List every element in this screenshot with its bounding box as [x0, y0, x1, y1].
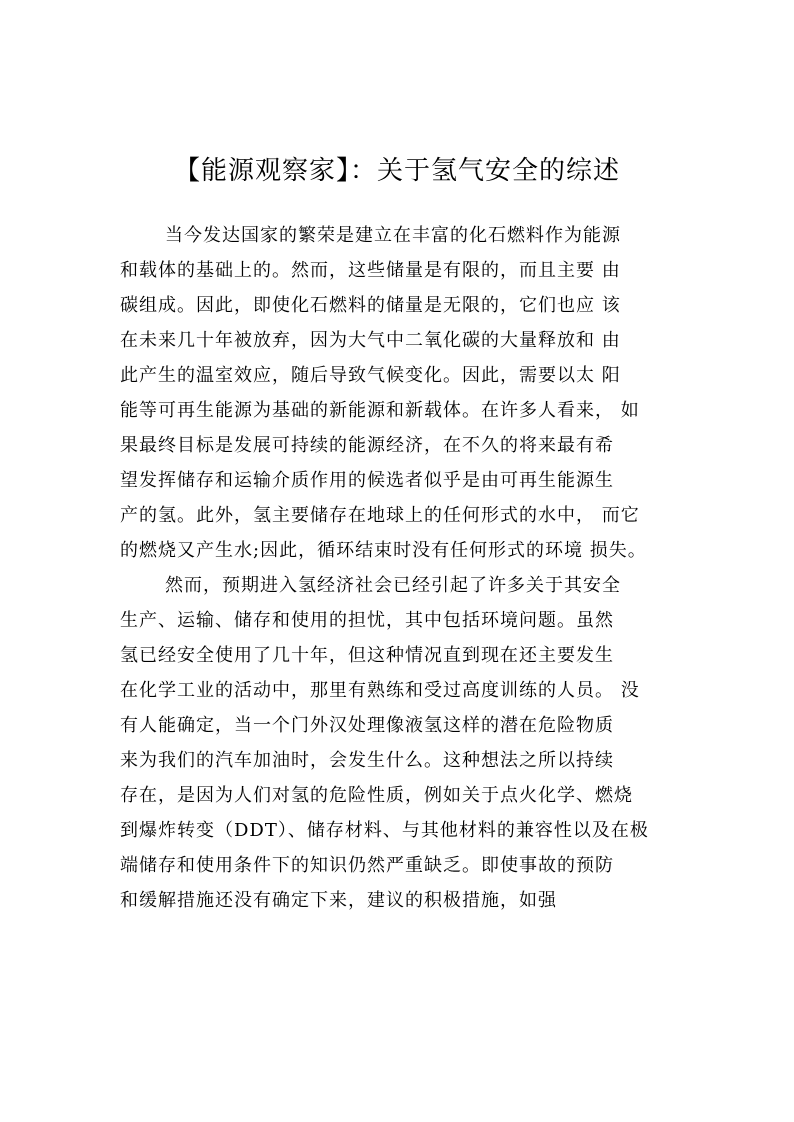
- paragraph-line: 果最终目标是发展可持续的能源经济，在不久的将来最有希: [120, 435, 614, 456]
- paragraph-line: 在化学工业的活动中，那里有熟练和受过高度训练的人员。 没: [120, 680, 640, 701]
- paragraph-line: 望发挥储存和运输介质作用的候选者似乎是由可再生能源生: [120, 470, 614, 491]
- paragraph-line: 来为我们的汽车加油时，会发生什么。这种想法之所以持续: [120, 750, 614, 771]
- paragraph-line: 氢已经安全使用了几十年，但这种情况直到现在还主要发生: [120, 645, 614, 666]
- paragraph-line: 然而，预期进入氢经济社会已经引起了许多关于其安全: [165, 575, 621, 596]
- paragraph-line: 产的氢。此外，氢主要储存在地球上的任何形式的水中， 而它: [120, 505, 640, 526]
- paragraph-line: 和载体的基础上的。然而，这些储量是有限的，而且主要 由: [120, 260, 621, 281]
- paragraph-line: 存在，是因为人们对氢的危险性质，例如关于点火化学、燃烧: [120, 785, 633, 806]
- paragraph-line: 在未来几十年被放弃，因为大气中二氧化碳的大量释放和 由: [120, 330, 621, 351]
- paragraph-line: 的燃烧又产生水;因此，循环结束时没有任何形式的环境 损失。: [120, 540, 647, 561]
- document-title: 【能源观察家】：关于氢气安全的综述: [173, 156, 620, 187]
- paragraph-line: 此产生的温室效应，随后导致气候变化。因此，需要以太 阳: [120, 365, 621, 386]
- paragraph-line: 有人能确定，当一个门外汉处理像液氢这样的潜在危险物质: [120, 715, 614, 736]
- paragraph-line: 生产、运输、储存和使用的担忧，其中包括环境问题。虽然: [120, 610, 614, 631]
- paragraph-line: 端储存和使用条件下的知识仍然严重缺乏。即使事故的预防: [120, 855, 614, 876]
- paragraph-line: 能等可再生能源为基础的新能源和新载体。在许多人看来， 如: [120, 400, 640, 421]
- paragraph-line: 到爆炸转变（DDT）、储存材料、与其他材料的兼容性以及在极: [120, 820, 649, 841]
- paragraph-line: 碳组成。因此，即使化石燃料的储量是无限的，它们也应 该: [120, 295, 621, 316]
- paragraph-line: 当今发达国家的繁荣是建立在丰富的化石燃料作为能源: [165, 225, 621, 246]
- paragraph-line: 和缓解措施还没有确定下来，建议的积极措施，如强: [120, 890, 557, 911]
